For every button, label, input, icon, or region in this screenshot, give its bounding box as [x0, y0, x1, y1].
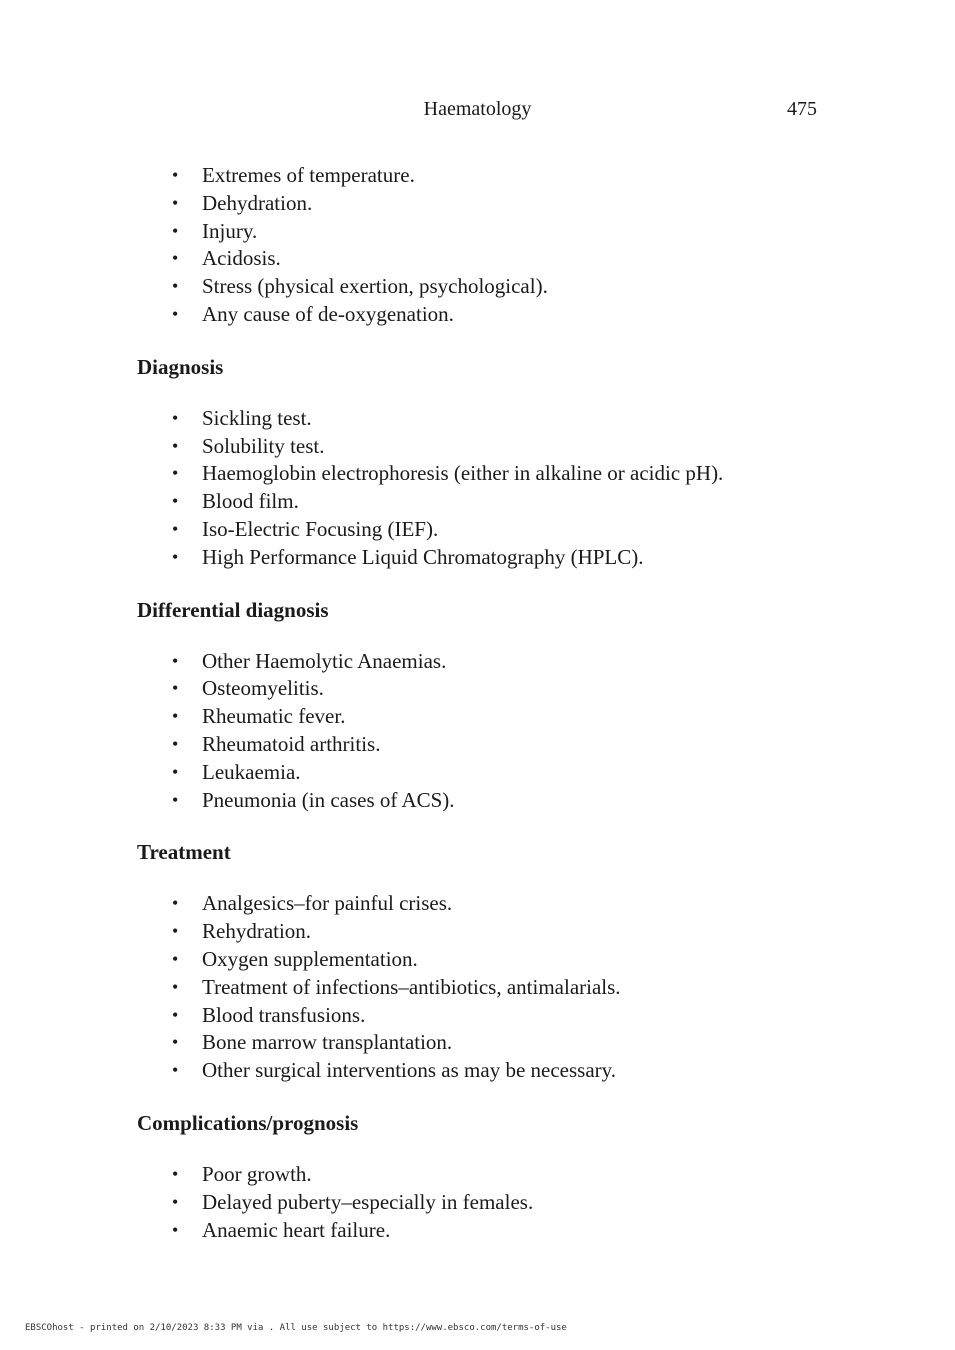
list-item	[137, 273, 837, 301]
list-item-text: Leukaemia.	[202, 759, 301, 784]
list-item-text: Other Haemolytic Anaemias.	[202, 648, 447, 673]
list-item	[137, 245, 837, 273]
running-header	[0, 96, 955, 122]
section-heading-differential-diagnosis: Differential diagnosis	[137, 597, 329, 622]
differential-diagnosis-list	[137, 648, 837, 815]
list-item	[137, 190, 837, 218]
list-item	[137, 488, 837, 516]
list-item-text: Anaemic heart failure.	[202, 1217, 391, 1242]
list-item-text: Any cause of de-oxygenation.	[202, 301, 454, 326]
list-item	[137, 1002, 837, 1030]
bullet-icon: •	[172, 733, 179, 754]
list-item-text: Rheumatoid arthritis.	[202, 731, 381, 756]
header-title: Haematology	[423, 98, 532, 120]
list-item	[137, 544, 837, 572]
bullet-icon: •	[172, 789, 179, 810]
bullet-icon: •	[172, 491, 179, 512]
list-item-text: Blood film.	[202, 489, 299, 514]
list-item-text: Bone marrow transplantation.	[202, 1030, 453, 1055]
bullet-icon: •	[172, 1191, 179, 1212]
list-item-text: Acidosis.	[202, 246, 281, 271]
list-item-text: Rheumatic fever.	[202, 704, 346, 729]
print-footer: EBSCOhost - printed on 2/10/2023 8:33 PM via . All use subject to https://www.ebsco.com/terms-of-use	[25, 1323, 567, 1333]
list-item	[137, 460, 837, 488]
intro-list	[137, 162, 837, 329]
list-item-text: Poor growth.	[202, 1161, 312, 1186]
list-item-text: Other surgical interventions as may be necessary.	[202, 1058, 617, 1083]
list-item	[137, 918, 837, 946]
bullet-icon: •	[172, 276, 179, 297]
list-item	[137, 301, 837, 329]
bullet-icon: •	[172, 407, 179, 428]
bullet-icon: •	[172, 650, 179, 671]
list-item	[137, 405, 837, 433]
list-item	[137, 1057, 837, 1085]
list-item-text: Pneumonia (in cases of ACS).	[202, 787, 455, 812]
treatment-list	[137, 890, 837, 1085]
bullet-icon: •	[172, 678, 179, 699]
list-item-text: Rehydration.	[202, 919, 312, 944]
bullet-icon: •	[172, 192, 179, 213]
list-item-text: Iso-Electric Focusing (IEF).	[202, 516, 439, 541]
bullet-icon: •	[172, 303, 179, 324]
list-item	[137, 703, 837, 731]
bullet-icon: •	[172, 1032, 179, 1053]
page-body	[137, 162, 837, 1244]
bullet-icon: •	[172, 220, 179, 241]
diagnosis-list	[137, 405, 837, 572]
list-item	[137, 516, 837, 544]
bullet-icon: •	[172, 761, 179, 782]
list-item	[137, 433, 837, 461]
bullet-icon: •	[172, 1219, 179, 1240]
list-item	[137, 218, 837, 246]
bullet-icon: •	[172, 921, 179, 942]
list-item-text: Osteomyelitis.	[202, 676, 324, 701]
bullet-icon: •	[172, 1004, 179, 1025]
list-item	[137, 648, 837, 676]
section-heading-treatment: Treatment	[137, 840, 231, 865]
section-heading-diagnosis: Diagnosis	[137, 354, 224, 379]
bullet-icon: •	[172, 518, 179, 539]
list-item	[137, 162, 837, 190]
bullet-icon: •	[172, 706, 179, 727]
list-item	[137, 675, 837, 703]
list-item-text: Oxygen supplementation.	[202, 946, 418, 971]
section-heading-complications-prognosis: Complications/prognosis	[137, 1110, 359, 1135]
bullet-icon: •	[172, 976, 179, 997]
list-item-text: Solubility test.	[202, 433, 325, 458]
list-item-text: Blood transfusions.	[202, 1002, 366, 1027]
bullet-icon: •	[172, 435, 179, 456]
list-item-text: Analgesics–for painful crises.	[202, 891, 453, 916]
list-item	[137, 787, 837, 815]
list-item	[137, 946, 837, 974]
list-item	[137, 1217, 837, 1245]
list-item-text: Extremes of temperature.	[202, 163, 415, 187]
list-item	[137, 731, 837, 759]
list-item	[137, 1029, 837, 1057]
bullet-icon: •	[172, 948, 179, 969]
page-number: 475	[787, 98, 817, 120]
bullet-icon: •	[172, 1060, 179, 1081]
list-item	[137, 890, 837, 918]
list-item	[137, 1161, 837, 1189]
list-item-text: Injury.	[202, 218, 258, 243]
complications-list	[137, 1161, 837, 1244]
bullet-icon: •	[172, 463, 179, 484]
list-item-text: Delayed puberty–especially in females.	[202, 1189, 534, 1214]
list-item-text: Haemoglobin electrophoresis (either in alkaline or acidic pH).	[202, 461, 724, 486]
list-item-text: Treatment of infections–antibiotics, antimalarials.	[202, 974, 621, 999]
list-item-text: Sickling test.	[202, 405, 312, 430]
bullet-icon: •	[172, 165, 179, 185]
list-item	[137, 1189, 837, 1217]
bullet-icon: •	[172, 1163, 179, 1184]
list-item-text: Dehydration.	[202, 190, 313, 215]
bullet-icon: •	[172, 248, 179, 269]
list-item	[137, 974, 837, 1002]
list-item-text: Stress (physical exertion, psychological).	[202, 274, 548, 299]
list-item	[137, 759, 837, 787]
list-item-text: High Performance Liquid Chromatography (HPLC).	[202, 544, 644, 569]
bullet-icon: •	[172, 546, 179, 567]
bullet-icon: •	[172, 893, 179, 914]
